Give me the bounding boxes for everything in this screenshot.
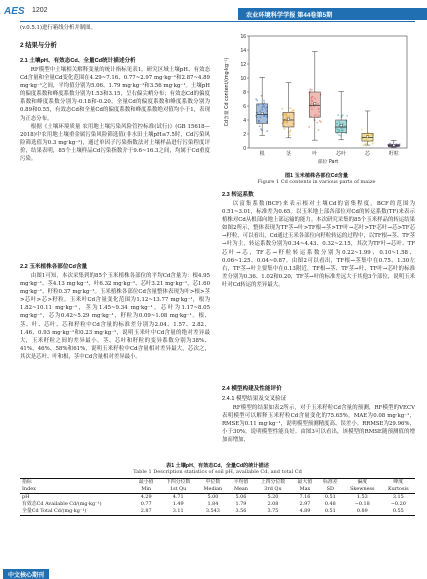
table-cell: 全量Cd Total Cd/(mg·kg⁻¹) bbox=[20, 508, 134, 516]
figure-1-caption-cn: 图1 玉米植株各部位Cd含量 bbox=[284, 173, 349, 179]
column-header-en: Skewness bbox=[343, 486, 382, 494]
page-number: 1202 bbox=[32, 7, 48, 14]
table-cell: 0.48 bbox=[324, 501, 336, 507]
column-header: 下四分位数 bbox=[159, 479, 198, 487]
data-point bbox=[311, 89, 313, 91]
page-footer bbox=[0, 568, 427, 579]
mean-marker bbox=[366, 136, 368, 138]
table-cell: 5.06 bbox=[235, 494, 247, 500]
column-header: 指标 bbox=[20, 479, 134, 487]
data-point bbox=[290, 129, 292, 131]
paragraph: RF模型的结果如表2所示，对于玉米籽粒Cd含量的预测，RF模型的VECV表明模型可以解释玉米籽粒Cd含量变化的75.65%，MAE为0.08 mg·kg⁻¹，RMSE为0.11 mg·kg⁻¹，说明模型预测精度高、误差小。RRMSE为29.96%，小于30%，说明模型性能良好。由图3可以看出，该模型的RMSE随预测值的增加而增加， bbox=[222, 405, 415, 444]
table-cell: 3.543 bbox=[198, 508, 229, 516]
table-cell: −0.20 bbox=[390, 501, 406, 507]
data-point bbox=[372, 142, 374, 144]
paragraph: 根据《土壤环境质量 农用地土壤污染风险管控标准(试行)》(GB 15618—2018)中农用地土壤重金属污染风险筛选值(非水田土壤pH≤7.5时，Cd污染风险筛选值为0.3 mg·kg⁻¹)，通过单因子污染指数法对土壤样品进行污染程度评价，结果表明，85个土壤样品Cd污染指数介于9.6~16.3之间，均属于Cd重度污染。 bbox=[20, 123, 210, 163]
y-tick-label: 10 bbox=[240, 76, 246, 82]
table-cell: 3.75 bbox=[254, 508, 293, 516]
data-point bbox=[289, 107, 291, 109]
section-2-3-heading: 2.3 转运系数 bbox=[222, 192, 254, 198]
table-cell: pH bbox=[22, 494, 30, 500]
table-cell: 1.53 bbox=[356, 494, 368, 500]
table-cell: 3.56 bbox=[228, 508, 253, 516]
column-header: 标准差 bbox=[318, 479, 343, 487]
data-point bbox=[259, 125, 261, 127]
mean-marker bbox=[261, 112, 263, 114]
section-2-3-body bbox=[222, 200, 415, 289]
data-point bbox=[289, 131, 291, 133]
x-tick-label: 芯 bbox=[364, 151, 371, 157]
x-tick-label: 籽粒 bbox=[388, 151, 399, 157]
y-tick-label: 2 bbox=[243, 132, 246, 138]
data-point bbox=[365, 143, 367, 145]
x-axis-label: 部位 Part bbox=[317, 160, 339, 165]
column-header: 平均值 bbox=[228, 479, 253, 487]
data-point bbox=[318, 129, 320, 131]
x-tick-label: 茎 bbox=[285, 151, 292, 157]
table-cell: 有效态Cd Available Cd/(mg·kg⁻¹) bbox=[22, 501, 102, 507]
table-cell: 4.89 bbox=[292, 508, 317, 516]
table-cell: 0.51 bbox=[324, 494, 336, 500]
data-point bbox=[255, 98, 257, 100]
data-point bbox=[341, 115, 343, 117]
data-point bbox=[283, 128, 285, 130]
data-point bbox=[346, 115, 348, 117]
table-cell: 1.79 bbox=[235, 501, 247, 507]
table-row bbox=[20, 494, 415, 502]
x-tick-label: 根 bbox=[259, 151, 265, 157]
y-axis-label: Cd含量 Cd content/(mg·kg⁻¹) bbox=[225, 57, 230, 127]
plot-area bbox=[249, 36, 407, 148]
table-header-en bbox=[20, 486, 415, 494]
table-cell: 1.49 bbox=[172, 501, 184, 507]
column-header-en: Mean bbox=[228, 486, 253, 494]
paragraph: 由图1可知，本次采集到的85个玉米植株各部位的平均Cd含量为：根4.95 mg·kg⁻¹、茎4.13 mg·kg⁻¹、叶6.32 mg·kg⁻¹、芯叶3.21 mg·kg⁻¹、芯1.60 mg·kg⁻¹、籽粒0.37 mg·kg⁻¹。玉米植株各部位Cd含量整体表现为叶>根>茎>芯叶>芯>籽粒。玉米叶Cd含量变化范围为1.12~13.77 mg·kg⁻¹，根为1.82~10.11 mg·kg⁻¹，茎为1.45~9.34 mg·kg⁻¹，芯叶为1.17~8.05 mg·kg⁻¹，芯为0.42~5.29 mg·kg⁻¹，籽粒为0.09~1.08 mg·kg⁻¹。根、茎、叶、芯叶、芯和籽粒中Cd含量的标准差分别为2.04、1.57、2.82、1.46、0.93 mg·kg⁻¹和0.23 mg·kg⁻¹，说明玉米叶中Cd含量的绝对差异最大，玉米籽粒之间的差异最小。茎、芯叶和籽粒的变异系数分别为38%、41%、46%、58%和61%，说明玉米籽粒中Cd含量相对差异最大，芯次之，其次是芯叶、叶和根，茎中Cd含量相对差异最小。 bbox=[20, 273, 210, 360]
column-header-en: 3rd Qu bbox=[254, 486, 293, 494]
y-tick-label: 8 bbox=[243, 90, 246, 96]
journal-logo: AES bbox=[4, 6, 25, 17]
data-point bbox=[337, 114, 339, 116]
table-cell: 4.29 bbox=[140, 494, 152, 500]
table-cell: 0.55 bbox=[382, 508, 415, 516]
column-header-en: Kurtosis bbox=[382, 486, 415, 494]
table-body bbox=[20, 494, 415, 516]
table-cell: 4.71 bbox=[172, 494, 184, 500]
table-cell: 1.84 bbox=[207, 501, 219, 507]
y-tick-label: 4 bbox=[243, 118, 246, 124]
paragraph: 以富集系数(BCF)来表示根对土壤Cd的富集程度，BCF的范围为0.51~3.01，标准差为0.65。以玉米地上部各部位对Cd的转运系数(TF)来表示植株对Cd从根部向地上部运输的能力。本次研究采集的85个玉米样品的转运结果如图2所示，整体表现为TF茎→叶>TF根→茎>TF叶→芯叶>TF芯叶→芯>TF芯→籽粒，可以看出，Cd通过玉米各部位向籽粒转运的过程中，以TF根→茎、TF茎→叶为主，转运系数分别为0.34~4.43、0.32~2.15，其次为TF叶→芯叶、TF芯叶→芯，TF芯→籽粒转运系数分别为0.22~1.99、0.10~1.58、0.06~1.25、0.04~0.87。由图2可以看出，TF根→茎集中在0.75、1.30左右，TF茎→叶主要集中在0.13附近。TF根→茎、TF茎→叶、TF叶→芯叶的标准差分别为0.36、1.02和0.20，TF茎→叶的标准差远大于其他3个部位，说明玉米叶对Cd转运的差异最大。 bbox=[222, 201, 415, 288]
header-rule bbox=[20, 21, 415, 22]
table-header-cn bbox=[20, 479, 415, 487]
data-point bbox=[320, 121, 322, 123]
table-row bbox=[20, 501, 415, 508]
x-tick-label: 芯叶 bbox=[336, 151, 347, 157]
mean-marker bbox=[393, 144, 395, 146]
y-tick-label: 0 bbox=[243, 146, 246, 152]
column-header-en: 1st Qu bbox=[159, 486, 198, 494]
figure-1-boxplot bbox=[219, 30, 414, 170]
mean-marker bbox=[287, 118, 289, 120]
data-point bbox=[282, 108, 284, 110]
table-1-caption-en: Table 1 Description statistics of soil pH, available Cd, and total Cd bbox=[133, 469, 302, 475]
page-header bbox=[0, 0, 427, 22]
y-tick-label: 6 bbox=[243, 104, 246, 110]
column-header-en: Index bbox=[20, 486, 134, 494]
column-header-en: SD bbox=[318, 486, 343, 494]
table-cell: 2.87 bbox=[134, 508, 159, 516]
section-2-4-1-body bbox=[222, 404, 415, 444]
section-2-2-body bbox=[20, 272, 210, 361]
table-row bbox=[20, 508, 415, 516]
data-point bbox=[266, 130, 268, 132]
table-cell: −0.18 bbox=[354, 501, 370, 507]
column-header-en: Max bbox=[292, 486, 317, 494]
core-journal-badge: 中文核心期刊 bbox=[3, 569, 49, 579]
table-cell: 2.97 bbox=[299, 501, 311, 507]
table-cell: 0.89 bbox=[343, 508, 382, 516]
mean-marker bbox=[340, 124, 342, 126]
table-cell: 2.08 bbox=[267, 501, 279, 507]
column-header: 中位数 bbox=[198, 479, 229, 487]
intro-line: (v.0.5.1)进行箱线分析并制图。 bbox=[20, 25, 96, 31]
column-header: 最大值 bbox=[292, 479, 317, 487]
column-header-en: Median bbox=[198, 486, 229, 494]
table-cell: 0.77 bbox=[140, 501, 152, 507]
data-point bbox=[316, 122, 318, 124]
y-tick-label: 16 bbox=[240, 34, 246, 40]
column-header: 上四分位数 bbox=[254, 479, 293, 487]
table-cell: 3.11 bbox=[159, 508, 198, 516]
data-point bbox=[308, 126, 310, 128]
mean-marker bbox=[314, 103, 316, 105]
table-cell: 5.00 bbox=[207, 494, 219, 500]
data-point bbox=[289, 134, 291, 136]
section-2-1-body bbox=[20, 66, 210, 163]
y-tick-label: 12 bbox=[240, 62, 246, 68]
data-point bbox=[263, 100, 265, 102]
column-header: 偏度 bbox=[343, 479, 382, 487]
column-header-en: Min bbox=[134, 486, 159, 494]
x-tick-label: 叶 bbox=[312, 151, 318, 157]
figure-1-caption-en: Figure 1 Cd contents in various parts of maize bbox=[257, 179, 376, 185]
data-point bbox=[309, 88, 311, 90]
column-header: 最小值 bbox=[134, 479, 159, 487]
data-point bbox=[293, 109, 295, 111]
section-2-2-heading: 2.2 玉米植株各部位Cd含量 bbox=[20, 264, 88, 270]
column-header: 峰度 bbox=[382, 479, 415, 487]
table-cell: 0.51 bbox=[318, 508, 343, 516]
section-2-4-heading: 2.4 模型构建及性能评价 bbox=[222, 386, 282, 392]
journal-title: 农业环境科学学报 第44卷第5期 bbox=[238, 8, 427, 20]
table-1-caption-cn: 表1 土壤pH、有效态Cd、全量Cd的统计描述 bbox=[166, 463, 269, 469]
section-2-1-heading: 2.1 土壤pH、有效态Cd、全量Cd统计描述分析 bbox=[20, 58, 136, 64]
section-2-heading: 2 结果与分析 bbox=[20, 42, 57, 49]
table-cell: 7.16 bbox=[299, 494, 311, 500]
section-2-4-1-heading: 2.4.1 模型结果及交叉验证 bbox=[222, 396, 287, 402]
table-cell: 5.20 bbox=[267, 494, 279, 500]
table-cell: 3.15 bbox=[392, 494, 404, 500]
data-point bbox=[361, 129, 363, 131]
paragraph: RF模型中土壤相关解释变量的统计指标见表1。研究区域土壤pH、有效态Cd含量和全量Cd变化范围在4.29~7.16、0.77~2.97 mg·kg⁻¹和2.87~4.89 mg·kg⁻¹之间，平均值分别为5.06、1.79 mg·kg⁻¹和3.56 mg·kg⁻¹。土壤pH的偏度系数和峰度系数分别为1.53和3.15，呈右偏尖峭分布；有效态Cd的偏度系数和峰度系数分别为-0.18和-0.20，全量Cd的偏度系数和峰度系数分别为0.89和0.55，有效态Cd和全量Cd的偏度系数和峰度系数绝对值均小于1，表现为正态分布。 bbox=[20, 67, 210, 122]
table-1 bbox=[20, 478, 415, 516]
y-tick-label: 14 bbox=[240, 48, 246, 54]
